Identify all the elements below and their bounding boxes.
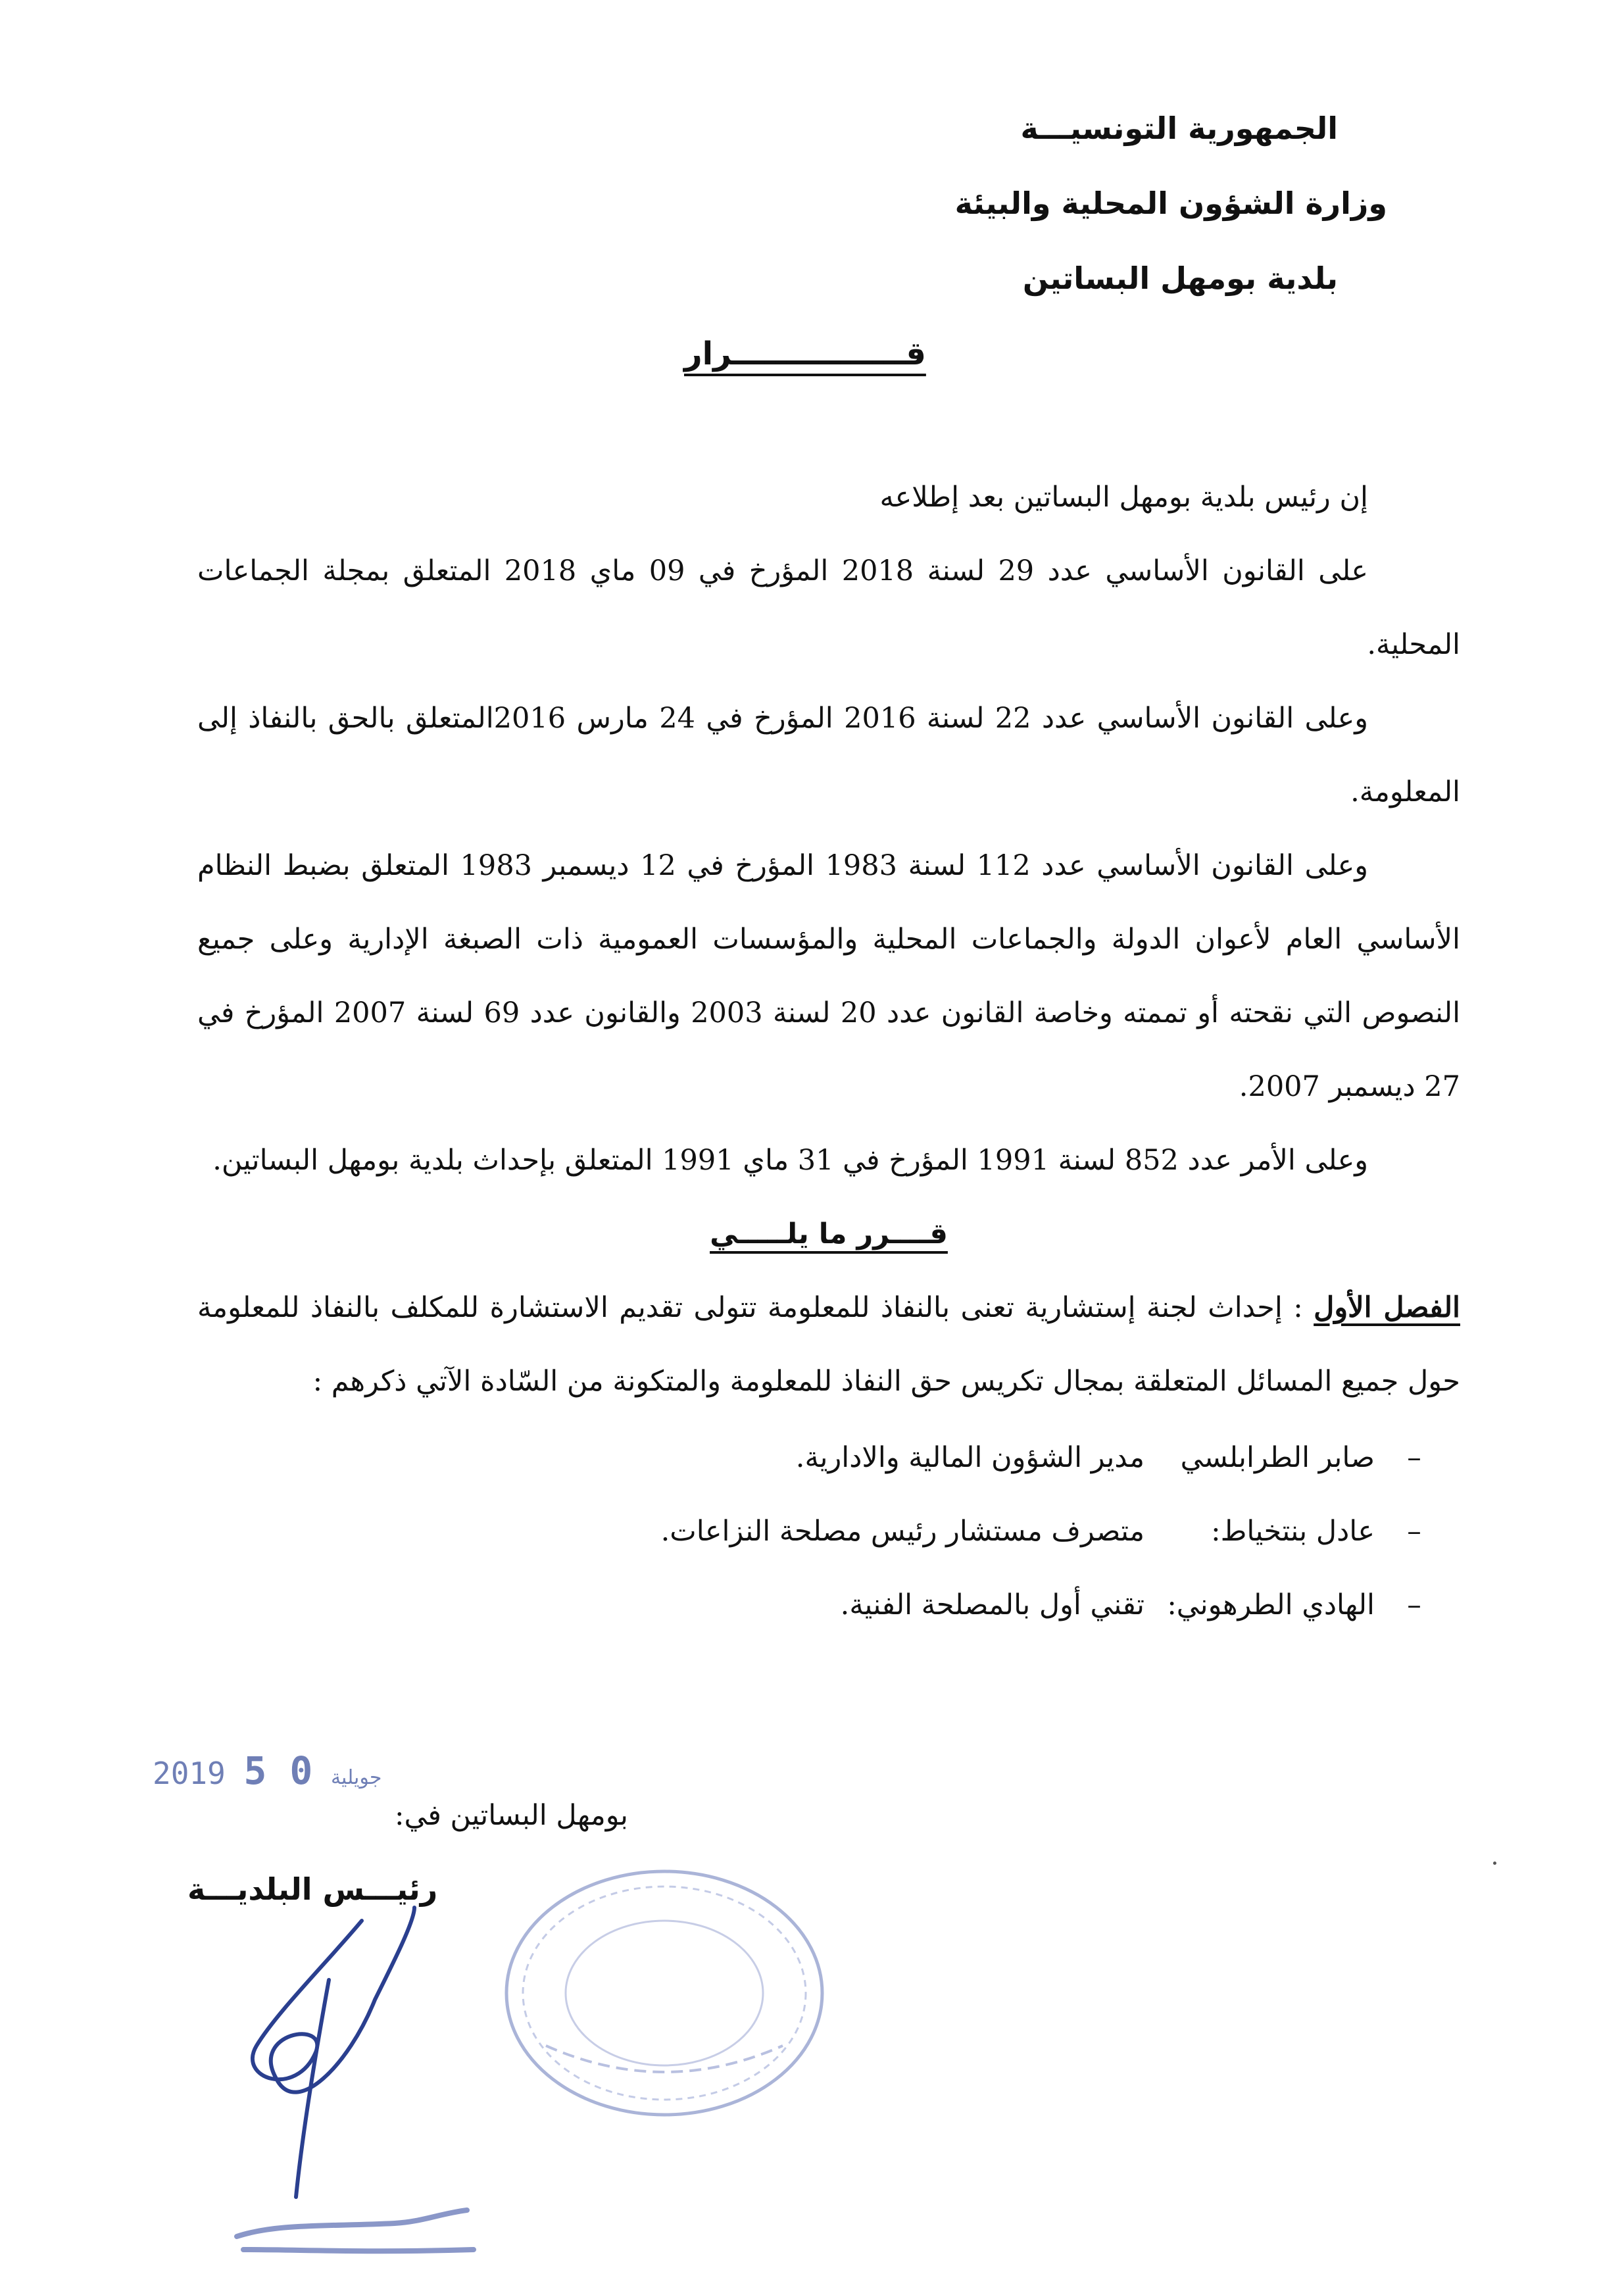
header-republic: الجمهورية التونسيـــة	[1020, 111, 1338, 146]
date-stamp	[153, 1748, 381, 1793]
member-role: تقني أول بالمصلحة الفنية.	[840, 1589, 1144, 1621]
scan-speck	[1493, 1862, 1496, 1865]
member-role: متصرف مستشار رئيس مصلحة النزاعات.	[660, 1515, 1144, 1548]
article-1-text: : إحداث لجنة إستشارية تعنى بالنفاذ للمعلومة تتولى تقديم الاستشارة للمكلف بالنفاذ للمعلومة حول جميع المسائل المتعلقة بمجال تكريس حق النفاذ للمعلومة والمتكونة من السّادة الآتي ذكرهم :	[197, 1291, 1460, 1398]
document-body	[197, 460, 1460, 1642]
law-paragraph-1: على القانون الأساسي عدد 29 لسنة 2018 المؤرخ في 09 ماي 2018 المتعلق بمجلة الجماعات المحلية.	[197, 555, 1460, 661]
decree-paragraph: وعلى الأمر عدد 852 لسنة 1991 المؤرخ في 31 ماي 1991 المتعلق بإحداث بلدية بومهل البساتين.	[212, 1144, 1368, 1177]
date-stamp-day: 0 5	[243, 1748, 313, 1793]
article-1-label: الفصل الأول	[1314, 1291, 1460, 1324]
decision-heading: قــــرر ما يلـــــي	[710, 1218, 948, 1250]
law-paragraph-2: وعلى القانون الأساسي عدد 22 لسنة 2016 المؤرخ في 24 مارس 2016المتعلق بالحق بالنفاذ إلى المعلومة.	[197, 702, 1460, 808]
date-stamp-month: جويلية	[330, 1766, 382, 1789]
list-item	[197, 1568, 1460, 1642]
document-title: قــــــــــــــــرار	[684, 335, 926, 372]
header-municipality: بلدية بومهل البساتين	[1022, 260, 1338, 296]
signer-title: رئيـــس البلديـــة	[187, 1871, 438, 1907]
list-dash: –	[1407, 1441, 1421, 1474]
list-dash: –	[1407, 1515, 1421, 1548]
official-seal-icon	[467, 1848, 835, 2125]
member-name: الهادي الطرهوني:	[1167, 1589, 1375, 1621]
date-stamp-year: 2019	[153, 1756, 226, 1791]
signature-icon	[197, 1881, 500, 2276]
member-name: صابر الطرابلسي	[1180, 1441, 1375, 1474]
list-item	[197, 1494, 1460, 1568]
header-ministry: وزارة الشؤون المحلية والبيئة	[954, 185, 1387, 221]
member-name: عادل بنتخياط:	[1211, 1515, 1375, 1548]
article-1	[197, 1271, 1460, 1418]
law-paragraph-3: وعلى القانون الأساسي عدد 112 لسنة 1983 المؤرخ في 12 ديسمبر 1983 المتعلق بضبط النظام الأساسي العام لأعوان الدولة والجماعات المحلية والمؤسسات العمومية ذات الصبغة الإدارية وعلى جميع النصوص التي نقحته أو تممته وخاصة القانون عدد 20 لسنة 2003 والقانون عدد 69 لسنة 2007 المؤرخ في 27 ديسمبر 2007.	[197, 849, 1461, 1103]
members-list	[197, 1421, 1460, 1642]
intro-paragraph: إن رئيس بلدية بومهل البساتين بعد إطلاعه	[879, 481, 1368, 514]
place-date-line: بومهل البساتين في:	[395, 1799, 628, 1832]
list-dash: –	[1407, 1589, 1421, 1621]
member-role: مدير الشؤون المالية والادارية.	[795, 1441, 1144, 1474]
list-item	[197, 1421, 1460, 1494]
